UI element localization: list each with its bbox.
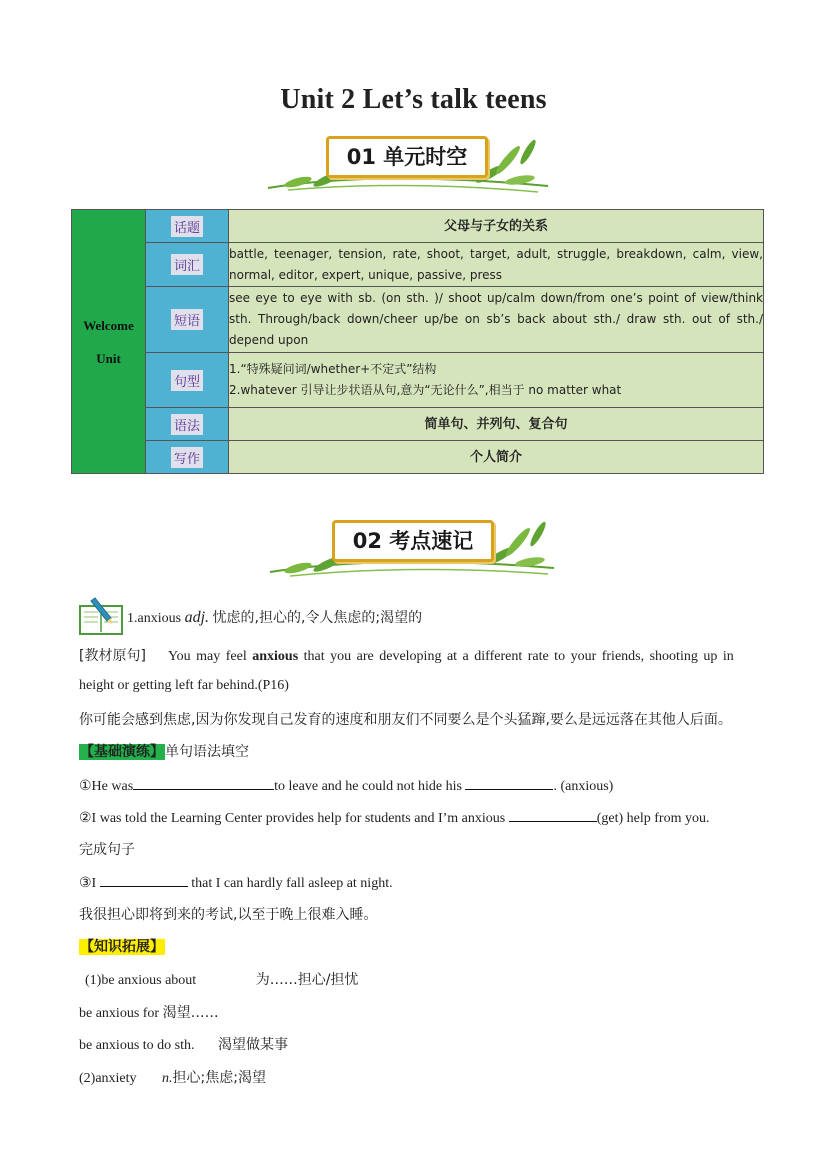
page-title: Unit 2 Let’s talk teens: [280, 84, 547, 115]
banner-label: 02 考点速记: [352, 529, 474, 553]
category-phrases: 短语: [146, 287, 229, 353]
unit-cell: [72, 210, 146, 474]
banner-label: 01 单元时空: [346, 145, 468, 169]
question-1: ①He was to leave and he could not hide his . (anxious): [79, 775, 613, 795]
answer-blank[interactable]: [133, 775, 274, 790]
unit-overview-table: [71, 209, 764, 474]
extension-heading: 【知识拓展】: [80, 939, 164, 955]
answer-blank[interactable]: [100, 872, 188, 887]
textbook-source-sentence-cont: height or getting left far behind.(P16): [79, 678, 289, 693]
content-topic: 父母与子女的关系: [229, 210, 764, 243]
content-phrases: see eye to eye with sb. (on sth. )/ shoot up/calm down/from one’s point of view/think sth. Through/back down/cheer up/be on sb’s back about sth./ draw sth. out of sth./ depend upon: [229, 287, 764, 353]
unit-label-line1: Welcome: [83, 317, 134, 333]
extension-item-1: (1)be anxious about 为……担心/担忧: [85, 972, 359, 988]
content-writing: 个人简介: [229, 441, 764, 474]
content-grammar: 简单句、并列句、复合句: [229, 408, 764, 441]
book-pencil-icon: [79, 596, 125, 636]
banner-box: [332, 520, 494, 562]
textbook-source-translation: 你可能会感到焦虑,因为你发现自己发育的速度和朋友们不同要么是个头猛蹿,要么是远远落在其他人后面。: [79, 712, 732, 728]
question-3: ③I that I can hardly fall asleep at night.: [79, 872, 393, 892]
sentence-pattern-2: 2.whatever 引导让步状语从句,意为“无论什么”,相当于 no matter what: [229, 383, 622, 397]
content-vocabulary: battle, teenager, tension, rate, shoot, target, adult, struggle, breakdown, calm, view, normal, editor, expert, unique, passive, press: [229, 243, 764, 287]
vocab-heading: 1.anxious adj. 忧虑的,担心的,令人焦虑的;渴望的: [127, 609, 423, 626]
textbook-source-sentence: [教材原句] You may feel anxious that you are developing at a different rate to your friends, shooting up in: [79, 648, 734, 664]
category-sentence-patterns: 句型: [146, 353, 229, 408]
practice-heading: 【基础演练】单句语法填空: [80, 744, 249, 760]
extension-item-3: be anxious to do sth. 渴望做某事: [79, 1037, 288, 1053]
category-writing: 写作: [146, 441, 229, 474]
category-grammar: 语法: [146, 408, 229, 441]
category-vocabulary: 词汇: [146, 243, 229, 287]
extension-item-4: (2)anxiety n.担心;焦虑;渴望: [79, 1070, 266, 1086]
question-2: ②I was told the Learning Center provides help for students and I’m anxious (get) help from you.: [79, 807, 709, 827]
answer-blank[interactable]: [509, 807, 597, 822]
section-banner-unit-overview: [258, 130, 558, 200]
content-sentence-patterns: [229, 353, 764, 408]
unit-label-line2: Unit: [96, 350, 121, 366]
answer-blank[interactable]: [465, 775, 553, 790]
category-topic: 话题: [146, 210, 229, 243]
section-banner-key-points: [264, 514, 564, 584]
sentence-pattern-1: 1.“特殊疑问词/whether+不定式”结构: [229, 362, 437, 376]
banner-box: [326, 136, 488, 178]
extension-item-2: be anxious for 渴望……: [79, 1005, 219, 1021]
question-3-translation: 我很担心即将到来的考试,以至于晚上很难入睡。: [79, 907, 378, 923]
complete-sentence-heading: 完成句子: [79, 842, 135, 858]
